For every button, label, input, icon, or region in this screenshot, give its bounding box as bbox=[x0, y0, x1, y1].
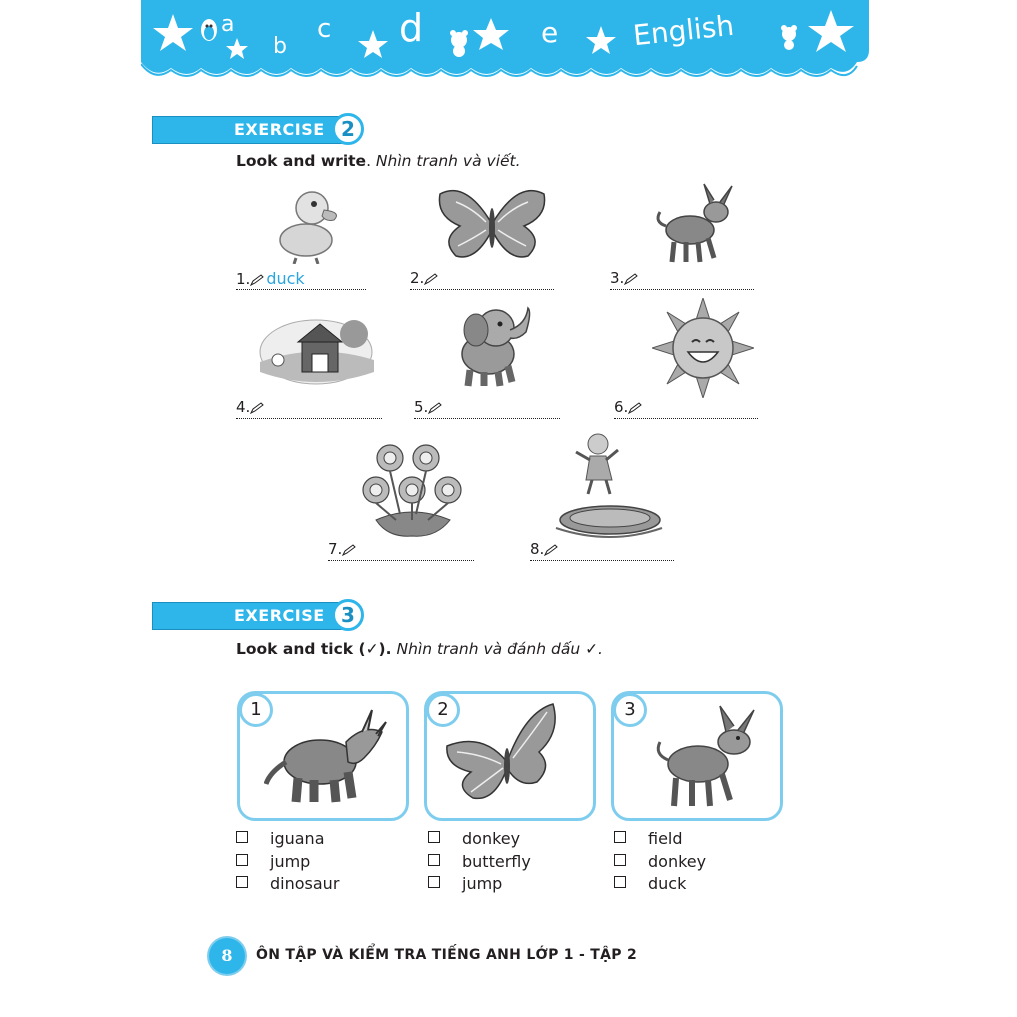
exercise-2-number: 2 bbox=[332, 113, 364, 145]
banner-letter-a: a bbox=[221, 12, 235, 37]
option-1-dinosaur[interactable] bbox=[236, 874, 339, 893]
instruction-vietnamese: Nhìn tranh và đánh dấu ✓. bbox=[396, 640, 603, 658]
checkbox[interactable] bbox=[236, 831, 248, 843]
banner-word-english: English bbox=[631, 8, 736, 53]
checkbox[interactable] bbox=[428, 831, 440, 843]
elephant-icon bbox=[452, 300, 534, 388]
option-label: dinosaur bbox=[270, 874, 340, 893]
checkbox[interactable] bbox=[614, 854, 626, 866]
answer-line-8[interactable] bbox=[530, 540, 674, 561]
pencil-icon bbox=[428, 402, 442, 414]
checkbox[interactable] bbox=[428, 876, 440, 888]
option-2-jump[interactable] bbox=[428, 874, 502, 893]
exercise-3-instruction bbox=[236, 640, 603, 658]
donkey-icon bbox=[652, 182, 738, 266]
answer-line-1[interactable] bbox=[236, 269, 366, 290]
option-label: butterfly bbox=[462, 852, 531, 871]
instruction-vietnamese: Nhìn tranh và viết. bbox=[375, 152, 521, 170]
exercise-3-label: EXERCISE bbox=[234, 606, 325, 625]
option-label: jump bbox=[462, 874, 503, 893]
option-3-donkey[interactable] bbox=[614, 852, 706, 871]
flowers-icon bbox=[356, 440, 470, 538]
item-number: 6. bbox=[614, 398, 629, 416]
instruction-english: Look and tick (✓). bbox=[236, 640, 392, 658]
checkbox[interactable] bbox=[428, 854, 440, 866]
banner-letter-e: e bbox=[541, 16, 559, 49]
exercise-2-label: EXERCISE bbox=[234, 120, 325, 139]
header-banner bbox=[141, 0, 869, 80]
option-2-donkey[interactable] bbox=[428, 829, 520, 848]
banner-letter-b: b bbox=[273, 34, 287, 59]
farm-icon bbox=[258, 302, 376, 386]
pencil-icon bbox=[250, 274, 264, 286]
option-1-jump[interactable] bbox=[236, 852, 310, 871]
answer-text: duck bbox=[266, 269, 305, 288]
pencil-icon bbox=[544, 544, 558, 556]
answer-line-2[interactable] bbox=[410, 269, 554, 290]
checkbox[interactable] bbox=[614, 876, 626, 888]
banner-letter-d: d bbox=[399, 6, 424, 50]
answer-line-4[interactable] bbox=[236, 398, 382, 419]
pencil-icon bbox=[628, 402, 642, 414]
checkbox[interactable] bbox=[614, 831, 626, 843]
option-3-duck[interactable] bbox=[614, 874, 686, 893]
penguin-icon bbox=[201, 19, 217, 41]
banner-background bbox=[141, 0, 869, 80]
book-title: ÔN TẬP VÀ KIỂM TRA TIẾNG ANH LỚP 1 - TẬP 2 bbox=[256, 947, 638, 963]
answer-line-5[interactable] bbox=[414, 398, 560, 419]
duck-icon bbox=[272, 182, 344, 264]
option-label: duck bbox=[648, 874, 687, 893]
item-number: 7. bbox=[328, 540, 343, 558]
card-number-3: 3 bbox=[613, 693, 647, 727]
pencil-icon bbox=[424, 273, 438, 285]
item-number: 5. bbox=[414, 398, 429, 416]
exercise-3-number: 3 bbox=[332, 599, 364, 631]
option-label: jump bbox=[270, 852, 311, 871]
option-label: donkey bbox=[462, 829, 521, 848]
option-label: field bbox=[648, 829, 683, 848]
pencil-icon bbox=[250, 402, 264, 414]
checkbox[interactable] bbox=[236, 876, 248, 888]
answer-line-3[interactable] bbox=[610, 269, 754, 290]
option-1-iguana[interactable] bbox=[236, 829, 325, 848]
dinosaur-icon bbox=[264, 706, 388, 806]
banner-letter-c: c bbox=[317, 14, 332, 44]
pencil-icon bbox=[342, 544, 356, 556]
item-number: 2. bbox=[410, 269, 425, 287]
butterfly-icon bbox=[443, 702, 561, 812]
option-label: iguana bbox=[270, 829, 325, 848]
trampoline-icon bbox=[554, 428, 664, 540]
answer-line-6[interactable] bbox=[614, 398, 758, 419]
option-label: donkey bbox=[648, 852, 707, 871]
item-number: 3. bbox=[610, 269, 625, 287]
item-number: 4. bbox=[236, 398, 251, 416]
sun-icon bbox=[652, 298, 754, 398]
instruction-english: Look and write bbox=[236, 152, 367, 170]
checkbox[interactable] bbox=[236, 854, 248, 866]
donkey-icon bbox=[650, 702, 760, 812]
item-number: 8. bbox=[530, 540, 545, 558]
card-number-1: 1 bbox=[239, 693, 273, 727]
pencil-icon bbox=[624, 273, 638, 285]
exercise-2-instruction: Look and write. Nhìn tranh và viết. bbox=[236, 152, 521, 170]
answer-line-7[interactable] bbox=[328, 540, 474, 561]
option-3-field[interactable] bbox=[614, 829, 683, 848]
option-2-butterfly[interactable] bbox=[428, 852, 531, 871]
page-number: 8 bbox=[209, 938, 245, 974]
butterfly-icon bbox=[436, 186, 548, 264]
card-number-2: 2 bbox=[426, 693, 460, 727]
item-number: 1. bbox=[236, 270, 251, 288]
